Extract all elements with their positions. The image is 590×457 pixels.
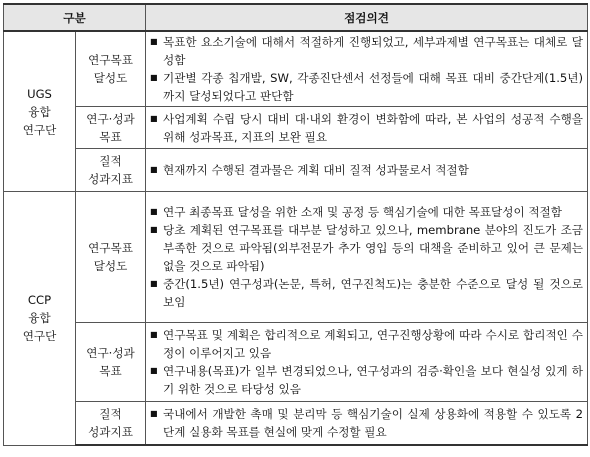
- bullet-item: ■ 사업계획 수립 당시 대비 대·내외 환경이 변화함에 따라, 본 사업의 성공적 수행을 위해 성과목표, 지표의 보완 필요: [150, 110, 583, 146]
- table-row: [4, 402, 588, 446]
- row-label: 연구목표 달성도: [76, 31, 146, 107]
- row-opinion: [146, 31, 588, 107]
- header-category: 구분: [4, 4, 146, 31]
- row-opinion: [146, 323, 588, 402]
- bullet-item: ■ 연구 최종목표 달성을 위한 소재 및 공정 등 핵심기술에 대한 목표달성이 적절함: [150, 203, 583, 221]
- bullet-item: ■ 현재까지 수행된 결과물은 계획 대비 질적 성과물로서 적절함: [150, 161, 583, 179]
- group-label-ugs: UGS 융합 연구단: [4, 31, 76, 192]
- row-label: 질적 성과지표: [76, 149, 146, 192]
- bullet-item: ■ 연구목표 및 계획은 합리적으로 계획되고, 연구진행상황에 따라 수시로 합리적인 수정이 이루어지고 있음: [150, 326, 583, 362]
- row-label: 연구·성과 목표: [76, 107, 146, 149]
- bullet-item: ■ 목표한 요소기술에 대해서 적절하게 진행되었고, 세부과제별 연구목표는 대체로 달성함: [150, 33, 583, 69]
- table-row: [4, 107, 588, 149]
- row-opinion: [146, 107, 588, 149]
- row-opinion: [146, 402, 588, 446]
- row-opinion: [146, 149, 588, 192]
- bullet-item: ■ 당초 계획된 연구목표를 대부분 달성하고 있으나, membrane 분야의 진도가 조금 부족한 것으로 파악됨(외부전문가 추가 영입 등의 대책을 준비하고 있어 큰 문제는 없을 것으로 파악됨): [150, 221, 583, 275]
- row-label: 연구목표 달성도: [76, 192, 146, 323]
- table-row: [4, 31, 588, 107]
- table-row: [4, 323, 588, 402]
- header-row: [4, 4, 588, 31]
- bullet-item: ■ 국내에서 개발한 촉매 및 분리막 등 핵심기술이 실제 상용화에 적용할 수 있도록 2단계 실용화 목표를 현실에 맞게 수정할 필요: [150, 405, 583, 441]
- row-opinion: [146, 192, 588, 323]
- bullet-item: ■ 연구내용(목표)가 일부 변경되었으나, 연구성과의 검증·확인을 보다 현실성 있게 하기 위한 것으로 타당성 있음: [150, 362, 583, 398]
- header-opinion: 점검의견: [146, 4, 588, 31]
- bullet-item: ■ 중간(1.5년) 연구성과(논문, 특허, 연구진척도)는 충분한 수준으로 달성 될 것으로 보임: [150, 275, 583, 311]
- row-label: 질적 성과지표: [76, 402, 146, 446]
- review-table: [3, 3, 588, 446]
- table-row: [4, 192, 588, 323]
- row-label: 연구·성과 목표: [76, 323, 146, 402]
- group-label-ccp: CCP 융합 연구단: [4, 192, 76, 446]
- table-row: [4, 149, 588, 192]
- bullet-item: ■ 기관별 각종 칩개발, SW, 각종진단센서 선정들에 대해 목표 대비 중간단계(1.5년)까지 달성되었다고 판단함: [150, 69, 583, 105]
